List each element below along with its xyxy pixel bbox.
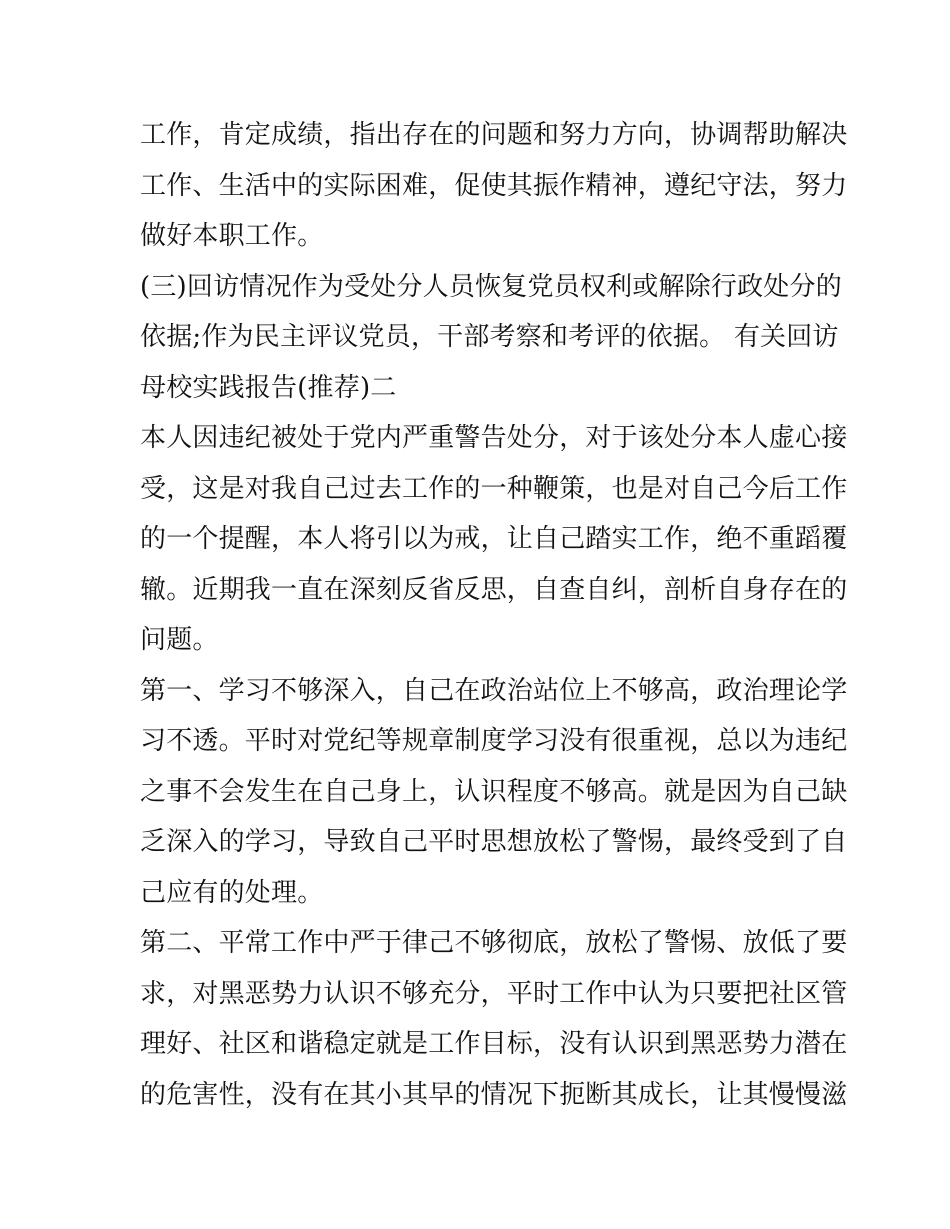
text-line: 第一、学习不够深入，自己在政治站位上不够高，政治理论学 — [140, 675, 848, 706]
text-line: 之事不会发生在自己身上，认识程度不够高。就是因为自己缺 — [140, 776, 848, 807]
text-line: (三)回访情况作为受处分人员恢复党员权利或解除行政处分的 — [140, 271, 842, 302]
text-line: 求，对黑恶势力认识不够充分，平时工作中认为只要把社区管 — [140, 978, 848, 1009]
text-line: 辙。近期我一直在深刻反省反思，自查自纠，剖析自身存在的 — [140, 574, 848, 605]
text-line: 己应有的处理。 — [140, 877, 324, 908]
text-line: 乏深入的学习，导致自己平时思想放松了警惕，最终受到了自 — [140, 827, 848, 857]
section-heading: 母校实践报告(推荐)二 — [140, 372, 397, 403]
text-line: 问题。 — [140, 625, 219, 655]
text-line: 做好本职工作。 — [140, 221, 324, 251]
text-line: 理好、社区和谐稳定就是工作目标，没有认识到黑恶势力潜在 — [140, 1029, 848, 1059]
text-line: 习不透。平时对党纪等规章制度学习没有很重视，总以为违纪 — [140, 726, 848, 756]
text-line: 第二、平常工作中严于律己不够彻底，放松了警惕、放低了要 — [140, 928, 848, 958]
text-line: 本人因违纪被处于党内严重警告处分，对于该处分本人虚心接 — [140, 423, 848, 453]
text-line: 工作、生活中的实际困难，促使其振作精神，遵纪守法，努力 — [140, 170, 848, 201]
text-line: 的一个提醒，本人将引以为戒，让自己踏实工作，绝不重蹈覆 — [140, 524, 848, 554]
text-line: 依据;作为民主评议党员，干部考察和考评的依据。 有关回访 — [140, 322, 839, 352]
text-line: 工作，肯定成绩，指出存在的问题和努力方向，协调帮助解决 — [140, 120, 848, 150]
text-line: 的危害性，没有在其小其早的情况下扼断其成长，让其慢慢滋 — [140, 1079, 848, 1110]
text-line: 受，这是对我自己过去工作的一种鞭策，也是对自己今后工作 — [140, 473, 848, 504]
document-body — [140, 110, 848, 1120]
